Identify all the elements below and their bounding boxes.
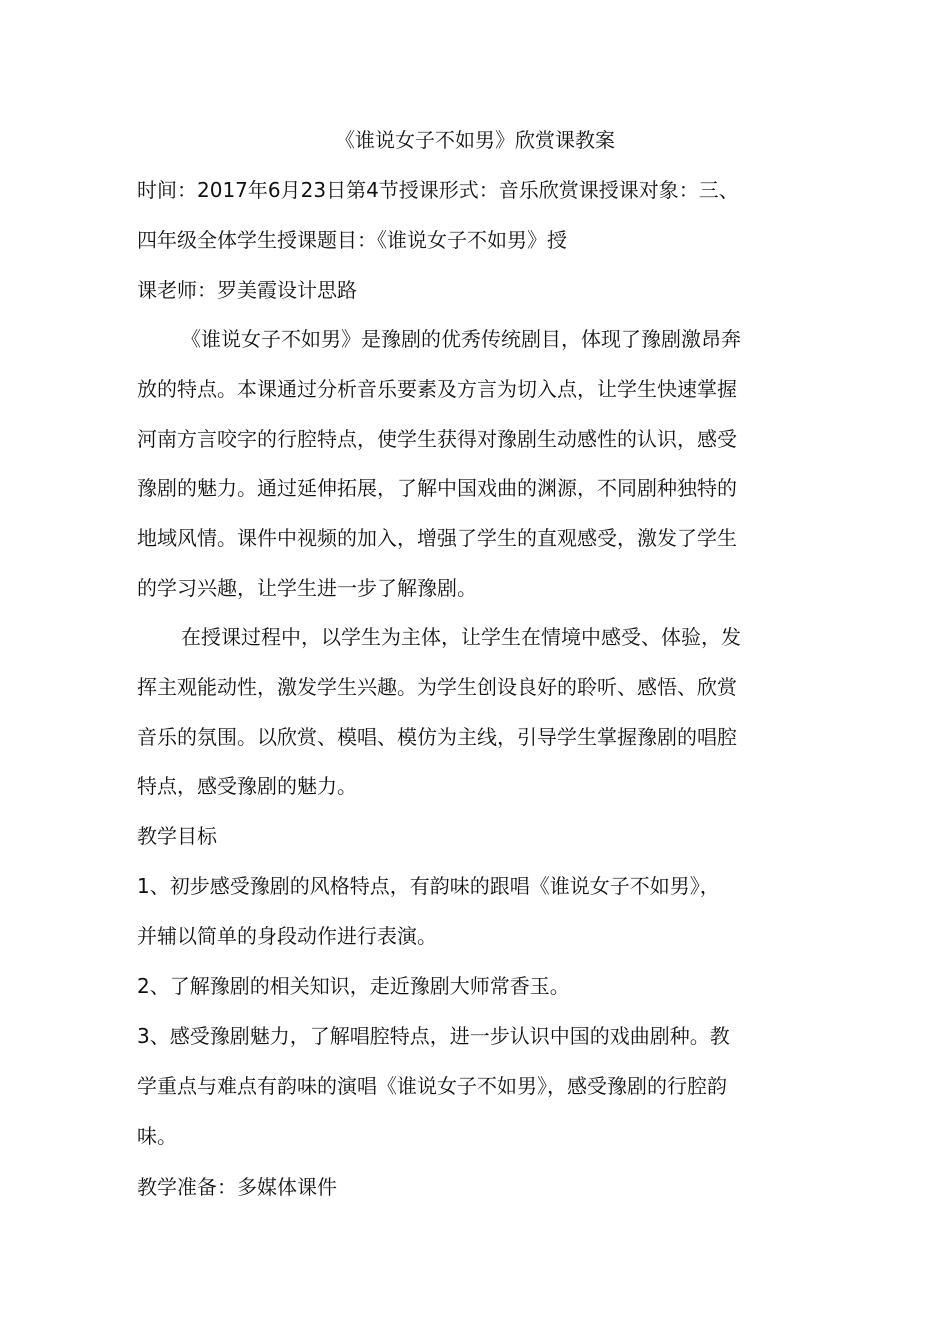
info-line-2: 四年级全体学生授课题目：《谁说女子不如男》授 xyxy=(137,228,567,252)
paragraph-line: 音乐的氛围。以欣赏、模唱、模仿为主线，引导学生掌握豫剧的唱腔 xyxy=(137,725,737,749)
paragraph-line: 河南方言咬字的行腔特点，使学生获得对豫剧生动感性的认识，感受 xyxy=(137,427,737,451)
paragraph-line: 在授课过程中，以学生为主体，让学生在情境中感受、体验，发 xyxy=(181,625,741,649)
objective-line: 味。 xyxy=(137,1124,177,1148)
paragraph-line: 放的特点。本课通过分析音乐要素及方言为切入点，让学生快速掌握 xyxy=(137,377,737,401)
info-line-3: 课老师：罗美霞设计思路 xyxy=(137,278,357,302)
objective-line: 3、感受豫剧魅力，了解唱腔特点，进一步认识中国的戏曲剧种。教 xyxy=(137,1024,730,1048)
document-title: 《谁说女子不如男》欣赏课教案 xyxy=(335,128,615,152)
objective-line: 并辅以简单的身段动作进行表演。 xyxy=(137,924,437,948)
paragraph-line: 挥主观能动性，激发学生兴趣。为学生创设良好的聆听、感悟、欣赏 xyxy=(137,675,737,699)
paragraph-line: 特点，感受豫剧的魅力。 xyxy=(137,774,357,798)
objective-line: 1、初步感受豫剧的风格特点，有韵味的跟唱《谁说女子不如男》， xyxy=(137,874,720,898)
paragraph-line: 地域风情。课件中视频的加入，增强了学生的直观感受，激发了学生 xyxy=(137,526,737,550)
preparation-line: 教学准备：多媒体课件 xyxy=(137,1175,337,1199)
paragraph-line: 《谁说女子不如男》是豫剧的优秀传统剧目，体现了豫剧激昂奔 xyxy=(181,327,741,351)
paragraph-line: 豫剧的魅力。通过延伸拓展，了解中国戏曲的渊源，不同剧种独特的 xyxy=(137,476,737,500)
objective-line: 2、了解豫剧的相关知识，走近豫剧大师常香玉。 xyxy=(137,974,570,998)
section-heading: 教学目标 xyxy=(137,824,217,848)
info-line-1: 时间：2017年6月23日第4节授课形式：音乐欣赏课授课对象：三、 xyxy=(137,178,739,202)
paragraph-line: 的学习兴趣，让学生进一步了解豫剧。 xyxy=(137,576,477,600)
objective-line: 学重点与难点有韵味的演唱《谁说女子不如男》，感受豫剧的行腔韵 xyxy=(137,1074,727,1098)
